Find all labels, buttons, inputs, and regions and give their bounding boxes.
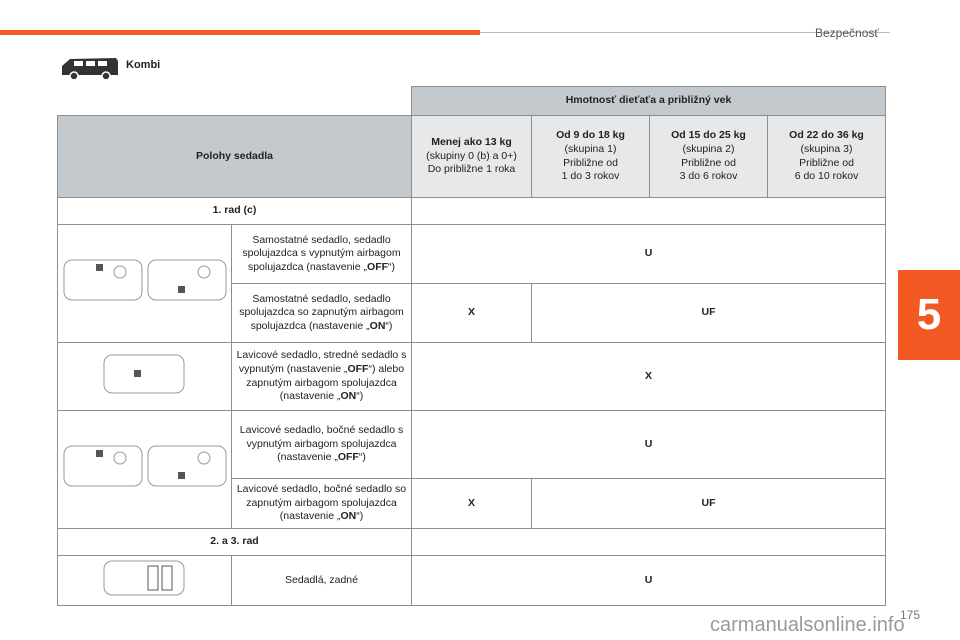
seat-desc-a: Samostatné sedadlo, sedadlo spolujazdca s vypnutým airbagom spolujazdca (nastavenie „OFF“) bbox=[232, 225, 412, 284]
vehicle-type-label: Kombi bbox=[126, 59, 161, 71]
value-f: U bbox=[412, 556, 886, 606]
value-c: X bbox=[412, 343, 886, 411]
vehicle-type bbox=[60, 55, 160, 81]
section-title: Bezpečnosť bbox=[815, 26, 879, 40]
seat-desc-f: Sedadlá, zadné bbox=[232, 556, 412, 606]
seat-diagram-rear bbox=[58, 556, 232, 606]
seat-desc-d: Lavicové sedadlo, bočné sedadlo s vypnutým airbagom spolujazdca (nastavenie „OFF“) bbox=[232, 411, 412, 479]
watermark: carmanualsonline.info bbox=[710, 614, 905, 636]
child-seat-table bbox=[57, 86, 886, 606]
col-header-2: Od 15 do 25 kg (skupina 2) Približne od 3 do 6 rokov bbox=[650, 116, 768, 198]
value-e-2: UF bbox=[532, 479, 886, 529]
value-d: U bbox=[412, 411, 886, 479]
bench-side-icon bbox=[60, 442, 230, 492]
van-icon bbox=[60, 55, 120, 81]
row-group-1: 1. rad (c) bbox=[58, 198, 412, 225]
seat-desc-c: Lavicové sedadlo, stredné sedadlo s vypnutým (nastavenie „OFF“) alebo zapnutým airbagom spolujazdca (nastavenie „ON“) bbox=[232, 343, 412, 411]
seat-diagram-bench-side bbox=[58, 411, 232, 529]
page-number: 175 bbox=[900, 608, 921, 622]
rear-seats-icon bbox=[100, 558, 190, 598]
header-accent-bar bbox=[0, 30, 480, 35]
seat-desc-e: Lavicové sedadlo, bočné sedadlo so zapnutým airbagom spolujazdca (nastavenie „ON“) bbox=[232, 479, 412, 529]
chapter-tab: 5 bbox=[898, 270, 960, 360]
row-group-2: 2. a 3. rad bbox=[58, 529, 412, 556]
col-header-1: Od 9 do 18 kg (skupina 1) Približne od 1 do 3 rokov bbox=[532, 116, 650, 198]
seat-header: Polohy sedadla bbox=[58, 116, 412, 198]
seat-diagram-icon bbox=[60, 256, 230, 306]
group-header: Hmotnosť dieťaťa a približný vek bbox=[412, 87, 886, 116]
value-b-1: X bbox=[412, 284, 532, 343]
seat-desc-b: Samostatné sedadlo, sedadlo spolujazdca so zapnutým airbagom spolujazdca (nastavenie „ON“) bbox=[232, 284, 412, 343]
col-header-0: Menej ako 13 kg (skupiny 0 (b) a 0+) Do približne 1 roka bbox=[412, 116, 532, 198]
value-b-2: UF bbox=[532, 284, 886, 343]
seat-diagram-bench-center bbox=[58, 343, 232, 411]
value-e-1: X bbox=[412, 479, 532, 529]
bench-center-icon bbox=[100, 352, 190, 396]
col-header-3: Od 22 do 36 kg (skupina 3) Približne od 6 do 10 rokov bbox=[768, 116, 886, 198]
value-a: U bbox=[412, 225, 886, 284]
seat-diagram-single bbox=[58, 225, 232, 343]
